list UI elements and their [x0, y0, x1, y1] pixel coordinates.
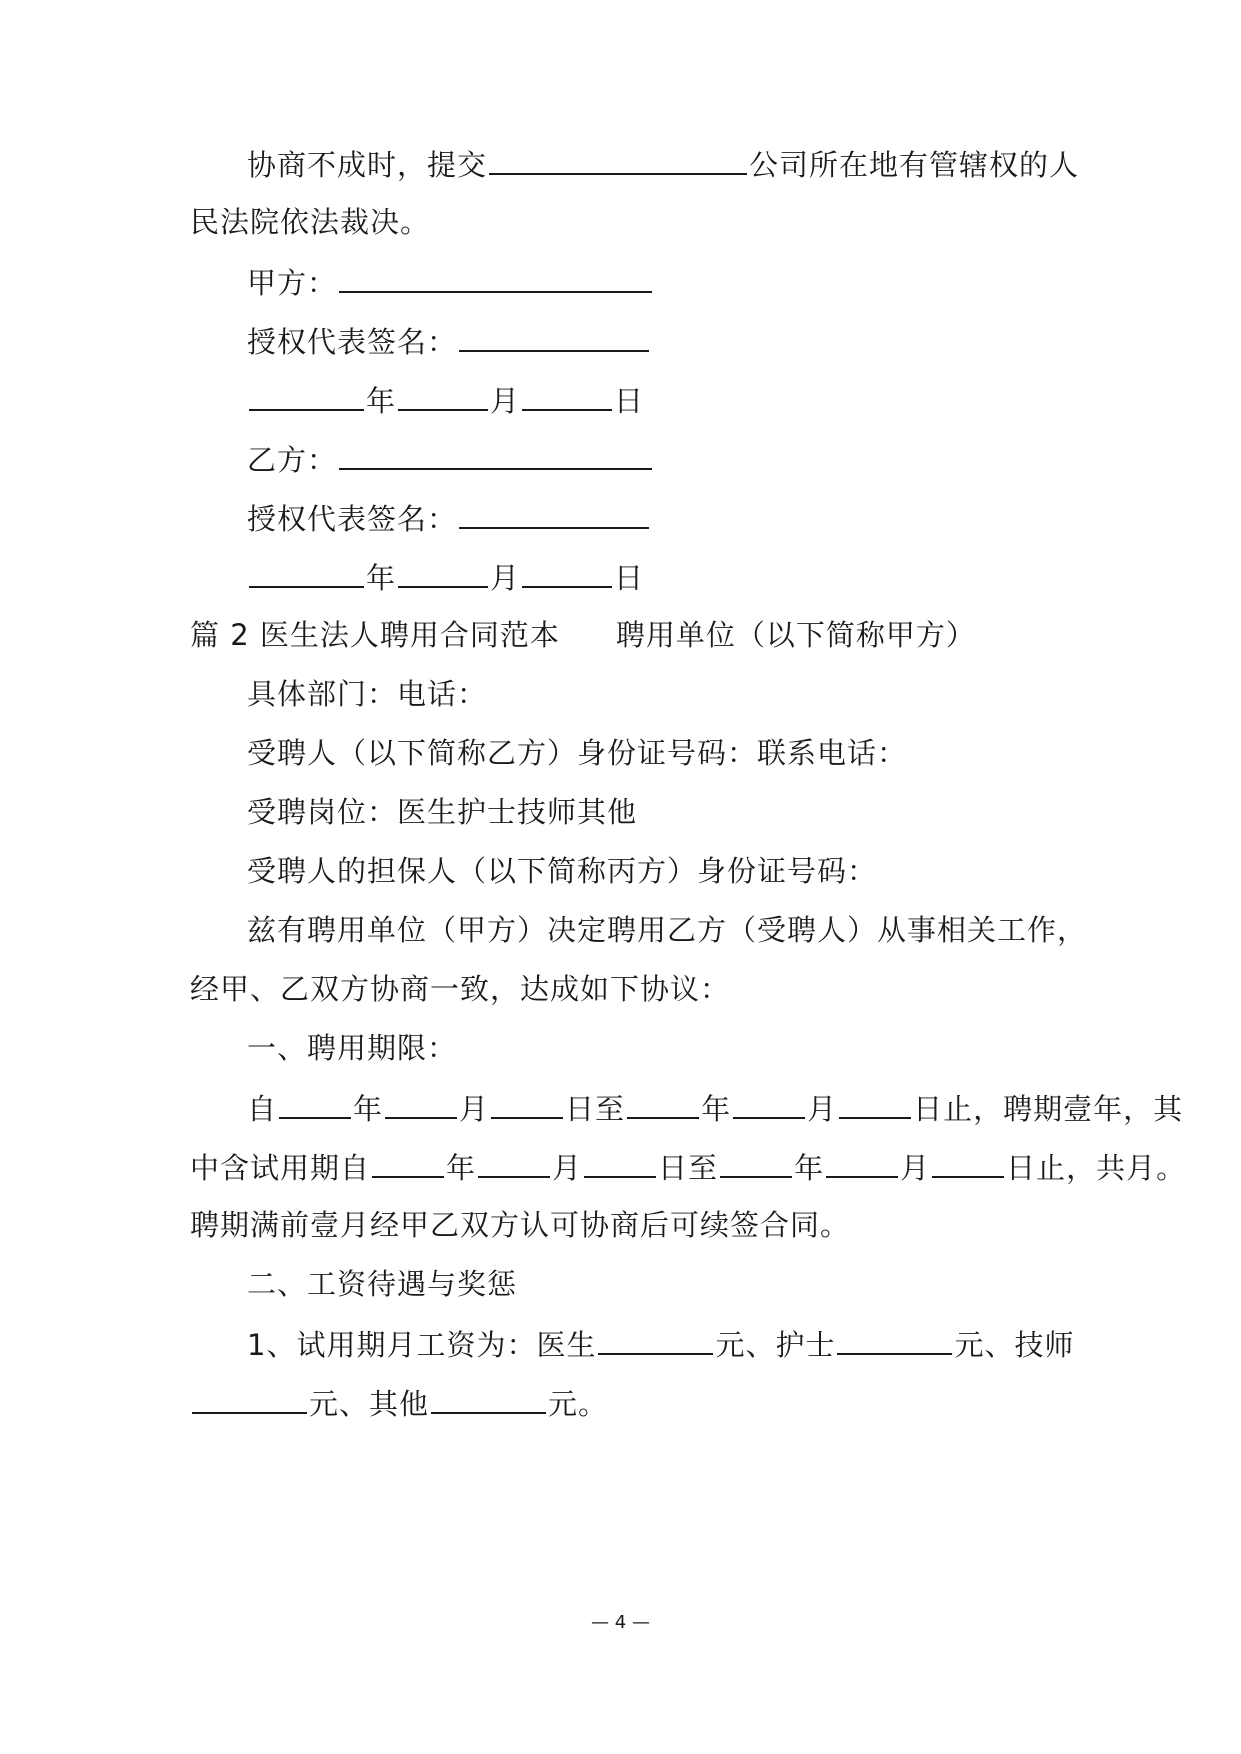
- text: 年: [701, 1092, 732, 1126]
- text: 月: [459, 1092, 490, 1126]
- party-b-blank: [339, 440, 652, 470]
- guarantor-line: [247, 853, 877, 889]
- text: 月: [490, 561, 521, 595]
- party-b-label: 乙方：: [247, 443, 338, 477]
- other-salary-blank: [431, 1384, 546, 1414]
- salary-heading: [247, 1266, 517, 1302]
- blank-field: [279, 1089, 351, 1119]
- month-blank: [398, 558, 488, 588]
- text: 民法院依法裁决。: [190, 205, 431, 239]
- text: 自: [247, 1092, 278, 1126]
- text: 具体部门：电话：: [247, 677, 488, 711]
- text: 聘用单位（以下简称甲方）: [615, 618, 976, 652]
- text: 日至: [565, 1092, 626, 1126]
- text: 元。: [548, 1387, 609, 1421]
- text: 受聘岗位：医生护士技师其他: [247, 795, 638, 829]
- party-b-date-line: [247, 558, 644, 596]
- year-blank: [249, 381, 364, 411]
- text: 月: [490, 384, 521, 418]
- text: 元、技师: [954, 1328, 1075, 1362]
- blank-field: [720, 1148, 792, 1178]
- rep-sign-blank: [459, 322, 649, 352]
- blank-field: [627, 1089, 699, 1119]
- position-line: [247, 794, 637, 830]
- text: 年: [446, 1151, 477, 1185]
- blank-field: [489, 145, 747, 175]
- party-a-label: 甲方：: [247, 266, 338, 300]
- text: 元、其他: [309, 1387, 430, 1421]
- day-blank: [522, 381, 612, 411]
- text: 1、试用期月工资为：医生: [247, 1328, 597, 1362]
- blank-field: [826, 1148, 898, 1178]
- year-blank: [249, 558, 364, 588]
- text: 协商不成时，提交: [247, 148, 488, 182]
- text: 日止，共月。: [1006, 1151, 1187, 1185]
- rep-sign-label: 授权代表签名：: [247, 325, 458, 359]
- text: 年: [794, 1151, 825, 1185]
- text: 月: [552, 1151, 583, 1185]
- paragraph-arbitration: [247, 145, 1079, 183]
- dept-phone-line: [247, 676, 487, 712]
- intro-line-2: [190, 971, 730, 1007]
- intro-line-1: [247, 912, 1087, 948]
- text: 日止，聘期壹年，其: [913, 1092, 1184, 1126]
- section-title: 篇 2 医生法人聘用合同范本: [190, 618, 560, 652]
- renew-line: [190, 1207, 850, 1243]
- heading: 二、工资待遇与奖惩: [247, 1267, 518, 1301]
- blank-field: [932, 1148, 1004, 1178]
- employee-line: [247, 735, 907, 771]
- salary-line-2: [190, 1384, 608, 1422]
- text: 中含试用期自: [190, 1151, 371, 1185]
- party-a-date-line: [247, 381, 644, 419]
- blank-field: [584, 1148, 656, 1178]
- heading: 一、聘用期限：: [247, 1031, 458, 1065]
- text: 公司所在地有管辖权的人: [749, 148, 1080, 182]
- text: 日: [614, 561, 645, 595]
- blank-field: [372, 1148, 444, 1178]
- text: 日至: [658, 1151, 719, 1185]
- party-a-line: [247, 263, 654, 301]
- text: 年: [366, 384, 397, 418]
- blank-field: [839, 1089, 911, 1119]
- text: 元、护士: [715, 1328, 836, 1362]
- party-b-sign-line: [247, 499, 651, 537]
- text: 月: [807, 1092, 838, 1126]
- text: 兹有聘用单位（甲方）决定聘用乙方（受聘人）从事相关工作，: [247, 913, 1088, 947]
- text: 月: [900, 1151, 931, 1185]
- rep-sign-label: 授权代表签名：: [247, 502, 458, 536]
- day-blank: [522, 558, 612, 588]
- doctor-salary-blank: [598, 1325, 713, 1355]
- section2-title-line: [190, 617, 976, 653]
- text: 受聘人的担保人（以下简称丙方）身份证号码：: [247, 854, 878, 888]
- term-heading: [247, 1030, 457, 1066]
- page-number: — 4 —: [591, 1612, 650, 1633]
- tech-salary-blank: [192, 1384, 307, 1414]
- nurse-salary-blank: [837, 1325, 952, 1355]
- blank-field: [491, 1089, 563, 1119]
- text: 年: [353, 1092, 384, 1126]
- text: 日: [614, 384, 645, 418]
- text: 经甲、乙双方协商一致，达成如下协议：: [190, 972, 731, 1006]
- probation-line: [190, 1148, 1186, 1186]
- blank-field: [478, 1148, 550, 1178]
- text: 年: [366, 561, 397, 595]
- text: 聘期满前壹月经甲乙双方认可协商后可续签合同。: [190, 1208, 851, 1242]
- party-b-line: [247, 440, 654, 478]
- rep-sign-blank: [459, 499, 649, 529]
- blank-field: [733, 1089, 805, 1119]
- party-a-sign-line: [247, 322, 651, 360]
- paragraph-arbitration-cont: [190, 204, 430, 240]
- blank-field: [385, 1089, 457, 1119]
- party-a-blank: [339, 263, 652, 293]
- term-line: [247, 1089, 1183, 1127]
- text: 受聘人（以下简称乙方）身份证号码：联系电话：: [247, 736, 908, 770]
- salary-line-1: [247, 1325, 1074, 1363]
- month-blank: [398, 381, 488, 411]
